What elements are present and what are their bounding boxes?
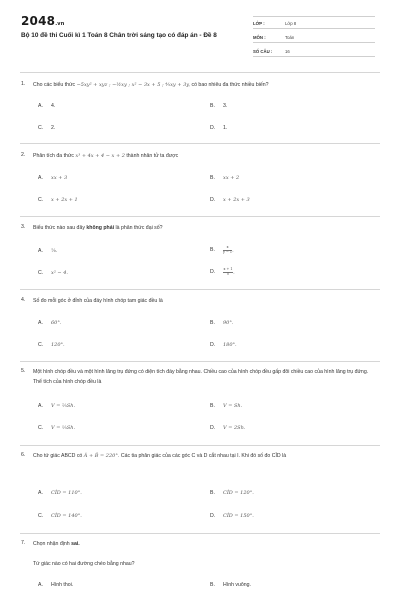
question-text-part: thành nhân tử ta được [126, 153, 179, 159]
question-number: 3. [21, 224, 26, 230]
fraction: $\frac{x + 1}{0}$ [223, 267, 233, 276]
answer-option-b[interactable]: B. Hình vuông. [210, 582, 251, 588]
math-expression: Â + B̂ = 220°. [83, 453, 120, 459]
answer-option-a[interactable]: A. ⅝. [38, 248, 58, 254]
question-number: 6. [21, 452, 26, 458]
question-text [33, 452, 378, 462]
answer-option-b[interactable]: B. CÎD = 120°. [210, 490, 254, 496]
math-expression: −5xy² + xyz ; −½xy ; x² − 3x + 5 ; ⅘xy + 3y, [76, 82, 191, 88]
answer-option-d[interactable]: D. x + 2x + 3 [210, 197, 250, 203]
meta-label-count: SỐ CÂU : [253, 48, 273, 54]
question-text: Một hình chóp đều và một hình lăng trụ đứng có diện tích đáy bằng nhau. Chiều cao của hình chóp đều gấp đôi chiều cao của hình lăng trụ đứng. Thể tích của hình chóp đều là [33, 369, 369, 385]
question-text-part: có bao nhiêu đa thức nhiều biến? [191, 82, 269, 88]
question-text-part: Chọn nhận định [33, 541, 70, 547]
logo-text: 2048 [21, 14, 56, 28]
question-text [33, 81, 378, 91]
question-text [33, 152, 378, 162]
answer-option-a[interactable]: A. 4. [38, 103, 56, 109]
math-expression: x³ + 4x + 4 − x + 2 [75, 153, 125, 159]
question-divider [20, 72, 380, 73]
question-divider [20, 216, 380, 217]
answer-option-b[interactable]: B. xx + 2 [210, 175, 240, 181]
question-divider [20, 445, 380, 446]
answer-option-d[interactable]: D. 1. [210, 125, 228, 131]
meta-label-subject: MÔN : [253, 34, 266, 40]
question-text-part: Các tia phân giác của các góc C và D cắt nhau tại I. Khi đó số đo CÎD là [120, 453, 287, 459]
answer-option-c[interactable]: C. CÎD = 140°. [38, 513, 82, 519]
question-text-part: Cho các biểu thức [33, 82, 76, 88]
meta-value-class: Lớp 8 [285, 20, 297, 26]
answer-option-c[interactable]: C. x + 2x + 1 [38, 197, 78, 203]
question-text-part: là phân thức đại số? [115, 225, 163, 231]
answer-option-d[interactable]: D. $\frac{x + 1}{0}$ . [210, 267, 235, 276]
question-text: Số đo mỗi góc ở đỉnh của đáy hình chóp tam giác đều là [33, 298, 163, 304]
question-emphasis: sai. [71, 541, 80, 547]
answer-option-d[interactable]: D. 180°. [210, 342, 237, 348]
exam-meta-table [253, 16, 375, 60]
question-text-part: Cho tứ giác ABCD có [33, 453, 83, 459]
question-divider [20, 361, 380, 362]
question-divider [20, 143, 380, 144]
answer-option-c[interactable]: C. 120°. [38, 342, 65, 348]
answer-option-a[interactable]: A. V = ⅔Sh. [38, 403, 76, 409]
question-number: 5. [21, 368, 26, 374]
answer-option-a[interactable]: A. Hình thoi. [38, 582, 74, 588]
answer-option-a[interactable]: A. xx + 3 [38, 175, 68, 181]
logo-suffix: .vn [55, 21, 65, 27]
question-text [33, 540, 378, 550]
question-text [33, 224, 378, 234]
answer-option-b[interactable]: B. V = Sh. [210, 403, 243, 409]
answer-option-a[interactable]: A. 60°. [38, 320, 62, 326]
answer-option-c[interactable]: C. 2. [38, 125, 56, 131]
exam-title: Bộ 10 đề thi Cuối kì 1 Toán 8 Chân trời sáng tạo có đáp án - Đề 8 [21, 32, 217, 39]
answer-option-a[interactable]: A. CÎD = 110°. [38, 490, 82, 496]
meta-value-subject: Toán [285, 34, 295, 40]
question-divider [20, 533, 380, 534]
question-number: 4. [21, 297, 26, 303]
answer-option-b[interactable]: B. 3. [210, 103, 228, 109]
question-text-part: Biểu thức nào sau đây [33, 225, 85, 231]
site-logo[interactable] [21, 14, 65, 28]
answer-option-b[interactable]: B. $\frac{x}{y - 1}$ . [210, 245, 234, 254]
meta-value-count: 16 [285, 48, 290, 54]
question-number: 7. [21, 540, 26, 546]
meta-label-class: LỚP : [253, 20, 265, 26]
answer-option-c[interactable]: C. x² − 4. [38, 270, 68, 276]
answer-option-c[interactable]: C. V = ⅓Sh. [38, 425, 76, 431]
question-emphasis: không phải [86, 225, 115, 231]
question-number: 2. [21, 152, 26, 158]
answer-option-d[interactable]: D. CÎD = 150°. [210, 513, 254, 519]
question-divider [20, 289, 380, 290]
question-text: Tứ giác nào có hai đường chéo bằng nhau? [33, 561, 135, 567]
meta-row-count [253, 46, 375, 57]
meta-row-class [253, 16, 375, 29]
answer-option-b[interactable]: B. 90°. [210, 320, 234, 326]
question-number: 1. [21, 81, 26, 87]
question-text-part: Phân tích đa thức [33, 153, 74, 159]
answer-option-d[interactable]: D. V = 2Sh. [210, 425, 246, 431]
meta-row-subject [253, 32, 375, 43]
fraction: $\frac{x}{y - 1}$ [223, 245, 233, 254]
